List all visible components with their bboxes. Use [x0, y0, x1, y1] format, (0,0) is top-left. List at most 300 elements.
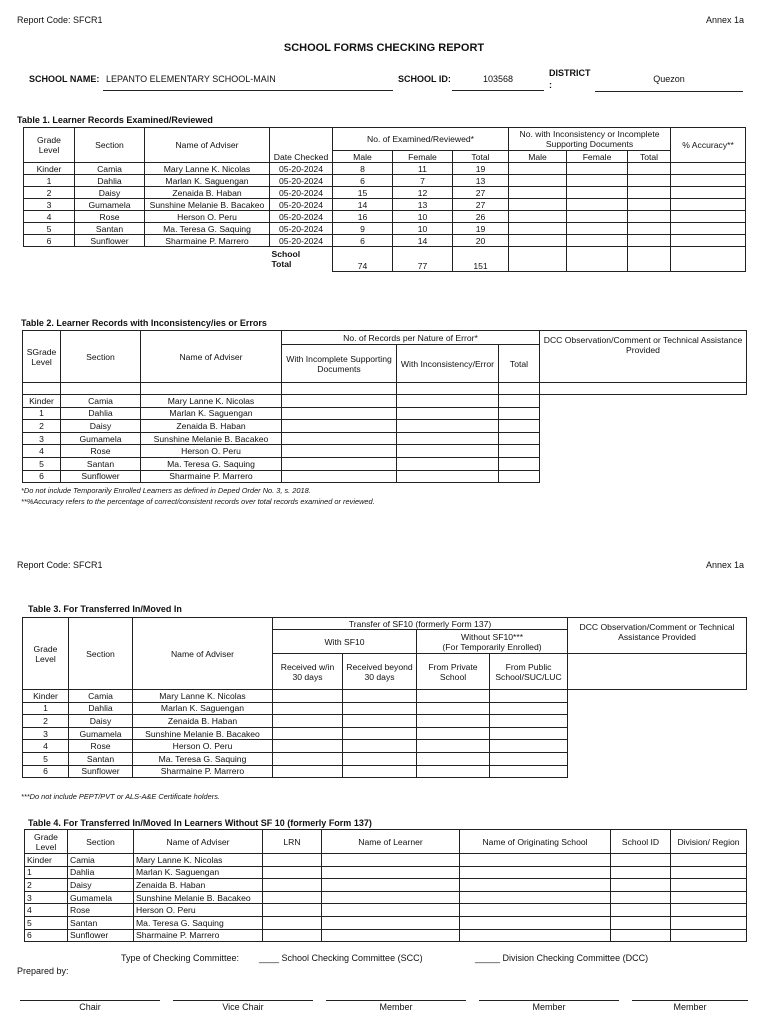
t1-total-female: 77	[393, 247, 453, 272]
t4-empty	[263, 891, 322, 904]
t4-section: Santan	[68, 916, 134, 929]
t2-adviser: Zenaida B. Haban	[141, 420, 282, 433]
t4-empty	[322, 904, 460, 917]
t4-empty	[671, 879, 747, 892]
t1-date: 05-20-2024	[270, 175, 333, 187]
t4-empty	[611, 891, 671, 904]
t1-h-accuracy: % Accuracy**	[671, 128, 746, 163]
t4-adviser: Herson O. Peru	[134, 904, 263, 917]
t3-grade: 1	[23, 702, 69, 715]
t2-h-inconsistency: With Inconsistency/Error	[397, 345, 499, 383]
t1-male: 8	[333, 163, 393, 175]
t2-empty	[499, 395, 540, 408]
t1-section: Dahlia	[75, 175, 145, 187]
t3-h-grade: Grade Level	[23, 618, 69, 690]
t1-school-total-label-1: School	[271, 249, 301, 260]
t1-female: 10	[393, 211, 453, 223]
t4-empty	[322, 929, 460, 942]
t2-dcc-cell	[540, 383, 747, 395]
t2-empty	[282, 420, 397, 433]
t3-empty	[417, 702, 490, 715]
table3-caption: Table 3. For Transferred In/Moved In	[28, 604, 182, 614]
t2-section: Daisy	[61, 420, 141, 433]
t1-male: 9	[333, 223, 393, 235]
t1-female: 13	[393, 199, 453, 211]
t2-adviser: Marlan K. Saguengan	[141, 407, 282, 420]
table3-row	[23, 727, 747, 740]
t1-adviser: Sharmaine P. Marrero	[145, 235, 270, 247]
t1-grade: 6	[24, 235, 75, 247]
t1-empty	[628, 163, 671, 175]
t2-adviser: Sunshine Melanie B. Bacakeo	[141, 432, 282, 445]
t1-grade: 1	[24, 175, 75, 187]
t4-grade: Kinder	[25, 854, 68, 867]
t3-empty	[417, 727, 490, 740]
t4-grade: 1	[25, 866, 68, 879]
t2-h-grade: SGrade Level	[23, 331, 61, 383]
t2-empty	[499, 432, 540, 445]
t1-adviser: Ma. Teresa G. Saquing	[145, 223, 270, 235]
t3-empty	[417, 752, 490, 765]
t4-empty	[322, 916, 460, 929]
t2-empty	[397, 432, 499, 445]
t2-section: Dahlia	[61, 407, 141, 420]
t1-total: 19	[453, 163, 509, 175]
table2-row	[23, 407, 747, 420]
t2-adviser: Herson O. Peru	[141, 445, 282, 458]
t1-total: 19	[453, 223, 509, 235]
t2-empty	[397, 470, 499, 483]
annex-label: Annex 1a	[705, 15, 744, 25]
t3-section: Camia	[69, 690, 133, 703]
school-name-value: LEPANTO ELEMENTARY SCHOOL-MAIN	[106, 74, 276, 84]
t4-section: Camia	[68, 854, 134, 867]
t2-h-total: Total	[499, 345, 540, 383]
t2-empty	[499, 420, 540, 433]
t2-section: Sunflower	[61, 470, 141, 483]
t4-h-grade: Grade Level	[25, 830, 68, 854]
school-id-value: 103568	[482, 74, 514, 84]
table4-row	[25, 854, 747, 867]
t3-grade: 4	[23, 740, 69, 753]
t1-empty	[567, 223, 628, 235]
t3-empty	[490, 740, 568, 753]
table1-row	[24, 175, 746, 187]
table2-row	[23, 470, 747, 483]
t1-empty	[671, 175, 746, 187]
t3-h-dcc: DCC Observation/Comment or Technical Assistance Provided	[568, 618, 747, 654]
note-2: **%Accuracy refers to the percentage of correct/consistent records over total records examined or reviewed.	[21, 497, 375, 506]
t2-empty	[499, 470, 540, 483]
t4-empty	[322, 891, 460, 904]
t3-empty	[343, 740, 417, 753]
table2-row	[23, 445, 747, 458]
table4	[24, 829, 747, 942]
table3-row	[23, 702, 747, 715]
t3-adviser: Mary Lanne K. Nicolas	[133, 690, 273, 703]
table4-row	[25, 891, 747, 904]
t1-male: 14	[333, 199, 393, 211]
table3-row	[23, 715, 747, 728]
t1-empty	[509, 187, 567, 199]
t1-adviser: Herson O. Peru	[145, 211, 270, 223]
signature-vice-chair: Vice Chair	[173, 1000, 313, 1012]
t1-date: 05-20-2024	[270, 235, 333, 247]
t3-h-with: With SF10	[273, 630, 417, 654]
t1-school-total-label-2: Total	[271, 259, 292, 270]
t1-empty	[509, 223, 567, 235]
t1-h-total2: Total	[628, 151, 671, 163]
t4-empty	[611, 929, 671, 942]
t4-empty	[611, 866, 671, 879]
t3-grade: 2	[23, 715, 69, 728]
table3-row	[23, 752, 747, 765]
t3-section: Rose	[69, 740, 133, 753]
t4-empty	[460, 904, 611, 917]
t3-empty	[490, 702, 568, 715]
t2-empty	[397, 457, 499, 470]
t4-empty	[460, 866, 611, 879]
t3-h-without-line1: Without SF10***	[460, 631, 524, 642]
t4-empty	[671, 854, 747, 867]
t4-empty	[322, 879, 460, 892]
t1-empty	[628, 223, 671, 235]
t1-empty	[628, 235, 671, 247]
t1-h-female: Female	[393, 151, 453, 163]
table3	[22, 617, 747, 784]
table1-caption: Table 1. Learner Records Examined/Reviewed	[17, 115, 213, 125]
t2-h-section: Section	[61, 331, 141, 383]
t2-empty	[499, 457, 540, 470]
t2-grade: Kinder	[23, 395, 61, 408]
annex-label-2: Annex 1a	[705, 560, 744, 570]
t4-empty	[671, 866, 747, 879]
committee-type-label: Type of Checking Committee:	[121, 953, 240, 963]
table3-row	[23, 740, 747, 753]
report-code-2: Report Code: SFCR1	[17, 560, 103, 570]
t4-section: Dahlia	[68, 866, 134, 879]
t1-adviser: Zenaida B. Haban	[145, 187, 270, 199]
t2-grade: 5	[23, 457, 61, 470]
note-3: ***Do not include PEPT/PVT or ALS-A&E Certificate holders.	[21, 792, 220, 801]
t3-adviser: Sunshine Melanie B. Bacakeo	[133, 727, 273, 740]
t2-empty	[499, 445, 540, 458]
t1-empty	[628, 211, 671, 223]
table1	[23, 127, 746, 272]
t1-female: 14	[393, 235, 453, 247]
t1-h-inconsistency: No. with Inconsistency or Incomplete Supporting Documents	[509, 128, 671, 151]
t1-empty	[509, 163, 567, 175]
t4-empty	[611, 879, 671, 892]
t1-female: 12	[393, 187, 453, 199]
t1-grade: 4	[24, 211, 75, 223]
t3-adviser: Ma. Teresa G. Saquing	[133, 752, 273, 765]
t1-h-adviser: Name of Adviser	[145, 128, 270, 163]
t2-adviser: Mary Lanne K. Nicolas	[141, 395, 282, 408]
t4-grade: 2	[25, 879, 68, 892]
t1-total: 27	[453, 187, 509, 199]
table1-row	[24, 163, 746, 175]
t3-empty	[490, 765, 568, 778]
t1-h-grade: Grade Level	[24, 128, 75, 163]
table2-row	[23, 420, 747, 433]
t3-adviser: Herson O. Peru	[133, 740, 273, 753]
table4-row	[25, 866, 747, 879]
t3-section: Sunflower	[69, 765, 133, 778]
t1-section: Sunflower	[75, 235, 145, 247]
t3-empty	[273, 765, 343, 778]
t1-date: 05-20-2024	[270, 187, 333, 199]
table2-row	[23, 395, 747, 408]
t2-h-dcc: DCC Observation/Comment or Technical Assistance Provided	[540, 331, 747, 383]
t3-h-within30: Received w/in 30 days	[273, 654, 343, 690]
t3-section: Dahlia	[69, 702, 133, 715]
t4-empty	[460, 854, 611, 867]
table3-row	[23, 765, 747, 778]
t4-empty	[460, 879, 611, 892]
t1-grade: 5	[24, 223, 75, 235]
t3-section: Santan	[69, 752, 133, 765]
t3-empty	[417, 740, 490, 753]
school-name-underline	[103, 90, 393, 91]
t1-date: 05-20-2024	[270, 211, 333, 223]
table1-row	[24, 187, 746, 199]
t1-empty	[567, 175, 628, 187]
table4-row	[25, 904, 747, 917]
t1-grade: 3	[24, 199, 75, 211]
t3-h-transfer: Transfer of SF10 (formerly Form 137)	[273, 618, 568, 630]
t1-total-total: 151	[453, 247, 509, 272]
t4-grade: 6	[25, 929, 68, 942]
t2-h-nature: No. of Records per Nature of Error*	[282, 331, 540, 345]
t4-h-origin: Name of Originating School	[460, 830, 611, 854]
t4-adviser: Marlan K. Saguengan	[134, 866, 263, 879]
t4-h-adviser: Name of Adviser	[134, 830, 263, 854]
t2-empty	[397, 395, 499, 408]
page-title: SCHOOL FORMS CHECKING REPORT	[283, 42, 485, 54]
t1-section: Camia	[75, 163, 145, 175]
t3-empty	[343, 715, 417, 728]
t1-adviser: Sunshine Melanie B. Bacakeo	[145, 199, 270, 211]
signature-member-3: Member	[632, 1000, 748, 1012]
scc-option[interactable]: ____ School Checking Committee (SCC)	[259, 953, 423, 963]
t2-empty	[282, 457, 397, 470]
t1-empty	[671, 187, 746, 199]
table4-row	[25, 916, 747, 929]
t3-h-without-line2: (For Temporarily Enrolled)	[442, 641, 542, 652]
t3-adviser: Marlan K. Saguengan	[133, 702, 273, 715]
t1-date: 05-20-2024	[270, 163, 333, 175]
t4-grade: 4	[25, 904, 68, 917]
t1-empty	[567, 187, 628, 199]
table1-row	[24, 211, 746, 223]
t4-h-schoolid: School ID	[611, 830, 671, 854]
t3-empty	[273, 740, 343, 753]
t2-section: Gumamela	[61, 432, 141, 445]
t3-section: Daisy	[69, 715, 133, 728]
t1-section: Daisy	[75, 187, 145, 199]
t1-h-female2: Female	[567, 151, 628, 163]
t3-empty	[273, 752, 343, 765]
t1-date: 05-20-2024	[270, 199, 333, 211]
t1-empty	[567, 235, 628, 247]
t2-section: Rose	[61, 445, 141, 458]
note-1: *Do not include Temporarily Enrolled Learners as defined in Deped Order No. 3, s. 2018.	[21, 486, 311, 495]
t3-empty	[343, 727, 417, 740]
t2-empty	[282, 432, 397, 445]
t4-h-lrn: LRN	[263, 830, 322, 854]
table1-row	[24, 199, 746, 211]
table2-row	[23, 432, 747, 445]
t1-male: 6	[333, 235, 393, 247]
t4-empty	[671, 929, 747, 942]
t1-total-male: 74	[333, 247, 393, 272]
table2-row	[23, 457, 747, 470]
t1-male: 16	[333, 211, 393, 223]
t3-empty	[273, 727, 343, 740]
t1-school-total-label	[270, 247, 333, 272]
t4-adviser: Ma. Teresa G. Saquing	[134, 916, 263, 929]
t1-male: 15	[333, 187, 393, 199]
t3-adviser: Zenaida B. Haban	[133, 715, 273, 728]
t1-grade: 2	[24, 187, 75, 199]
t2-empty	[282, 445, 397, 458]
signature-member-2: Member	[479, 1000, 619, 1012]
t1-empty	[671, 235, 746, 247]
report-code: Report Code: SFCR1	[17, 15, 103, 25]
t4-empty	[671, 891, 747, 904]
t1-empty	[509, 175, 567, 187]
t2-grade: 1	[23, 407, 61, 420]
t3-empty	[273, 690, 343, 703]
t4-grade: 5	[25, 916, 68, 929]
school-name-label: SCHOOL NAME:	[29, 74, 100, 84]
t1-section: Gumamela	[75, 199, 145, 211]
t1-date: 05-20-2024	[270, 223, 333, 235]
t4-section: Daisy	[68, 879, 134, 892]
t2-empty	[282, 395, 397, 408]
t3-empty	[343, 765, 417, 778]
t4-section: Rose	[68, 904, 134, 917]
t2-grade: 6	[23, 470, 61, 483]
t3-empty	[343, 702, 417, 715]
t1-female: 11	[393, 163, 453, 175]
t3-empty	[343, 752, 417, 765]
t1-grade: Kinder	[24, 163, 75, 175]
t2-adviser: Ma. Teresa G. Saquing	[141, 457, 282, 470]
table4-row	[25, 879, 747, 892]
t4-h-division: Division/ Region	[671, 830, 747, 854]
t2-section: Santan	[61, 457, 141, 470]
district-colon: :	[549, 80, 552, 90]
t3-empty	[490, 715, 568, 728]
t1-h-section: Section	[75, 128, 145, 163]
t1-total: 26	[453, 211, 509, 223]
t4-empty	[611, 916, 671, 929]
t4-h-section: Section	[68, 830, 134, 854]
t4-adviser: Sharmaine P. Marrero	[134, 929, 263, 942]
t2-grade: 2	[23, 420, 61, 433]
t4-empty	[611, 854, 671, 867]
t1-h-male: Male	[333, 151, 393, 163]
t2-empty	[499, 407, 540, 420]
t1-male: 6	[333, 175, 393, 187]
t4-adviser: Zenaida B. Haban	[134, 879, 263, 892]
t4-empty	[322, 866, 460, 879]
t4-empty	[611, 904, 671, 917]
prepared-by-label: Prepared by:	[17, 966, 69, 976]
t4-adviser: Mary Lanne K. Nicolas	[134, 854, 263, 867]
t4-empty	[263, 879, 322, 892]
school-id-label: SCHOOL ID:	[398, 74, 451, 84]
t3-empty	[490, 690, 568, 703]
t1-section: Rose	[75, 211, 145, 223]
signature-chair: Chair	[20, 1000, 160, 1012]
t1-total: 13	[453, 175, 509, 187]
t3-empty	[417, 715, 490, 728]
t3-section: Gumamela	[69, 727, 133, 740]
t1-empty	[509, 199, 567, 211]
t4-empty	[460, 929, 611, 942]
t4-empty	[263, 916, 322, 929]
t3-grade: 6	[23, 765, 69, 778]
t4-empty	[460, 891, 611, 904]
t1-empty	[509, 235, 567, 247]
t4-empty	[263, 929, 322, 942]
t1-h-male2: Male	[509, 151, 567, 163]
t3-grade: 5	[23, 752, 69, 765]
district-value: Quezon	[653, 74, 685, 84]
t2-empty	[282, 470, 397, 483]
t3-h-without	[417, 630, 568, 654]
t4-adviser: Sunshine Melanie B. Bacakeo	[134, 891, 263, 904]
t1-empty	[628, 199, 671, 211]
t4-empty	[671, 916, 747, 929]
t1-empty	[671, 163, 746, 175]
t3-empty	[490, 752, 568, 765]
t2-adviser: Sharmaine P. Marrero	[141, 470, 282, 483]
t3-h-public: From Public School/SUC/LUC	[490, 654, 568, 690]
signature-member-1: Member	[326, 1000, 466, 1012]
t3-empty	[490, 727, 568, 740]
t1-empty	[671, 199, 746, 211]
t1-female: 10	[393, 223, 453, 235]
t3-empty	[343, 690, 417, 703]
t3-dcc-cell	[568, 654, 747, 690]
t1-empty	[567, 163, 628, 175]
t3-empty	[417, 690, 490, 703]
t1-empty	[628, 175, 671, 187]
t2-empty	[282, 407, 397, 420]
t3-h-section: Section	[69, 618, 133, 690]
table4-row	[25, 929, 747, 942]
t3-grade: 3	[23, 727, 69, 740]
t1-h-examined: No. of Examined/Reviewed*	[333, 128, 509, 151]
t4-empty	[671, 904, 747, 917]
t4-empty	[263, 854, 322, 867]
t4-empty	[460, 916, 611, 929]
t1-empty	[567, 199, 628, 211]
district-label: DISTRICT	[549, 68, 591, 78]
t4-section: Gumamela	[68, 891, 134, 904]
table3-row	[23, 690, 747, 703]
t1-female: 7	[393, 175, 453, 187]
t3-h-adviser: Name of Adviser	[133, 618, 273, 690]
t2-grade: 4	[23, 445, 61, 458]
t1-empty	[509, 211, 567, 223]
dcc-option[interactable]: _____ Division Checking Committee (DCC)	[475, 953, 649, 963]
t4-empty	[263, 866, 322, 879]
